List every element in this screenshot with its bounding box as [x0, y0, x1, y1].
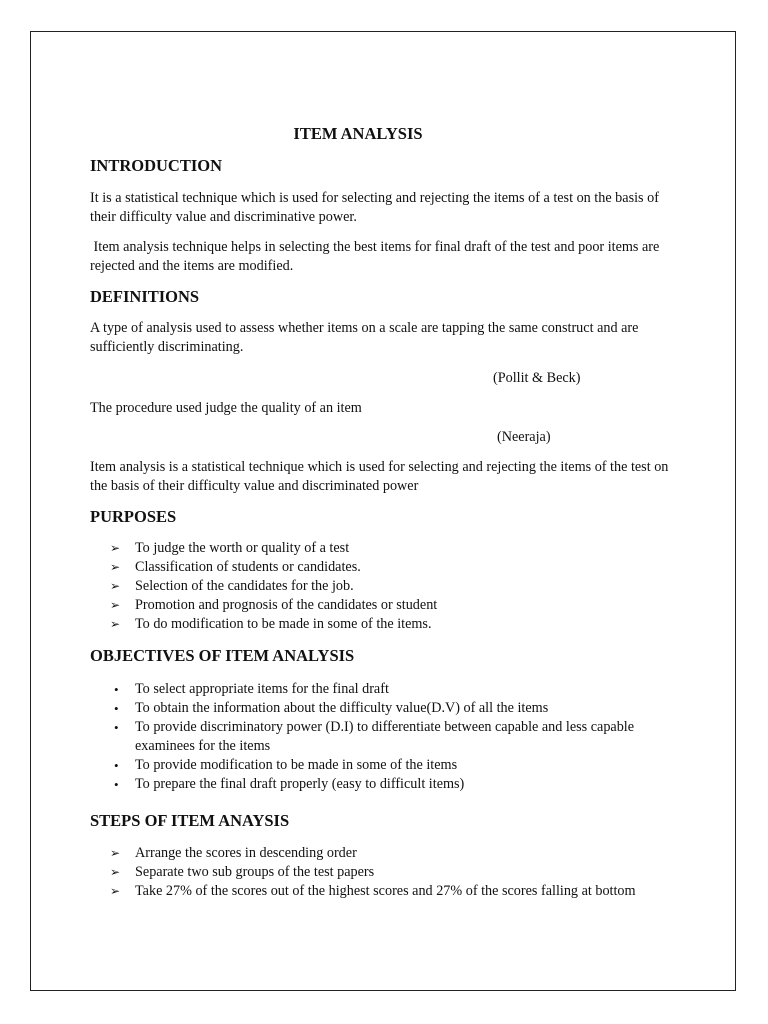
list-item-text: Separate two sub groups of the test papers: [135, 864, 375, 880]
list-item: [90, 680, 680, 699]
introduction-paragraph-1: It is a statistical technique which is used for selecting and rejecting the items of a test on the basis of their difficulty value and discriminative power.: [90, 190, 659, 225]
list-item: [90, 844, 680, 863]
purposes-list: [90, 539, 680, 634]
bullet-icon: •: [114, 777, 119, 792]
list-item: [90, 615, 680, 634]
arrow-bullet-icon: ➢: [110, 541, 121, 555]
list-item: [90, 756, 680, 775]
introduction-paragraph-2: Item analysis technique helps in selecting the best items for final draft of the test and poor items are rejected and the items are modified.: [90, 239, 660, 274]
steps-list: [90, 844, 680, 901]
list-item-text: To do modification to be made in some of the items.: [135, 616, 432, 632]
arrow-bullet-icon: ➢: [110, 579, 121, 593]
list-item: [90, 882, 680, 901]
list-item-text: To select appropriate items for the final draft: [135, 681, 389, 697]
list-item-text: To obtain the information about the difficulty value(D.V) of all the items: [135, 700, 549, 716]
list-item: [90, 596, 680, 615]
bullet-icon: •: [114, 758, 119, 773]
arrow-bullet-icon: ➢: [110, 846, 121, 860]
arrow-bullet-icon: ➢: [110, 617, 121, 631]
arrow-bullet-icon: ➢: [110, 865, 121, 879]
steps-heading: STEPS OF ITEM ANAYSIS: [90, 811, 290, 830]
list-item-text: To judge the worth or quality of a test: [135, 540, 350, 556]
list-item: [90, 863, 680, 882]
arrow-bullet-icon: ➢: [110, 598, 121, 612]
list-item-text: To prepare the final draft properly (easy to difficult items): [135, 776, 465, 792]
bullet-icon: •: [114, 720, 119, 735]
list-item: [90, 577, 680, 596]
list-item-text: Arrange the scores in descending order: [135, 845, 357, 861]
purposes-heading: PURPOSES: [90, 507, 177, 526]
list-item-text: Selection of the candidates for the job.: [135, 578, 354, 594]
definitions-heading: DEFINITIONS: [90, 287, 200, 306]
list-item: [90, 718, 680, 756]
citation-neeraja: (Neeraja): [497, 429, 551, 445]
arrow-bullet-icon: ➢: [110, 884, 121, 898]
introduction-heading: INTRODUCTION: [90, 156, 223, 175]
document-title: ITEM ANALYSIS: [293, 124, 423, 143]
arrow-bullet-icon: ➢: [110, 560, 121, 574]
list-item: [90, 539, 680, 558]
definition-1: A type of analysis used to assess whether items on a scale are tapping the same construct and are sufficiently discriminating.: [90, 320, 639, 355]
list-item-text: To provide discriminatory power (D.I) to differentiate between capable and less capable examinees for the items: [135, 719, 635, 754]
definition-2: The procedure used judge the quality of an item: [90, 400, 362, 416]
list-item: [90, 775, 680, 794]
list-item-text: Promotion and prognosis of the candidates or student: [135, 597, 438, 613]
bullet-icon: •: [114, 682, 119, 697]
list-item-text: Classification of students or candidates.: [135, 559, 361, 575]
objectives-list: [90, 680, 680, 794]
list-item: [90, 699, 680, 718]
list-item: [90, 558, 680, 577]
list-item-text: To provide modification to be made in some of the items: [135, 757, 458, 773]
bullet-icon: •: [114, 701, 119, 716]
list-item-text: Take 27% of the scores out of the highest scores and 27% of the scores falling at bottom: [135, 883, 636, 899]
citation-pollit-beck: (Pollit & Beck): [493, 370, 581, 386]
definition-3: Item analysis is a statistical technique which is used for selecting and rejecting the items of the test on the basis of their difficulty value and discriminated power: [90, 459, 669, 494]
objectives-heading: OBJECTIVES OF ITEM ANALYSIS: [90, 646, 355, 665]
